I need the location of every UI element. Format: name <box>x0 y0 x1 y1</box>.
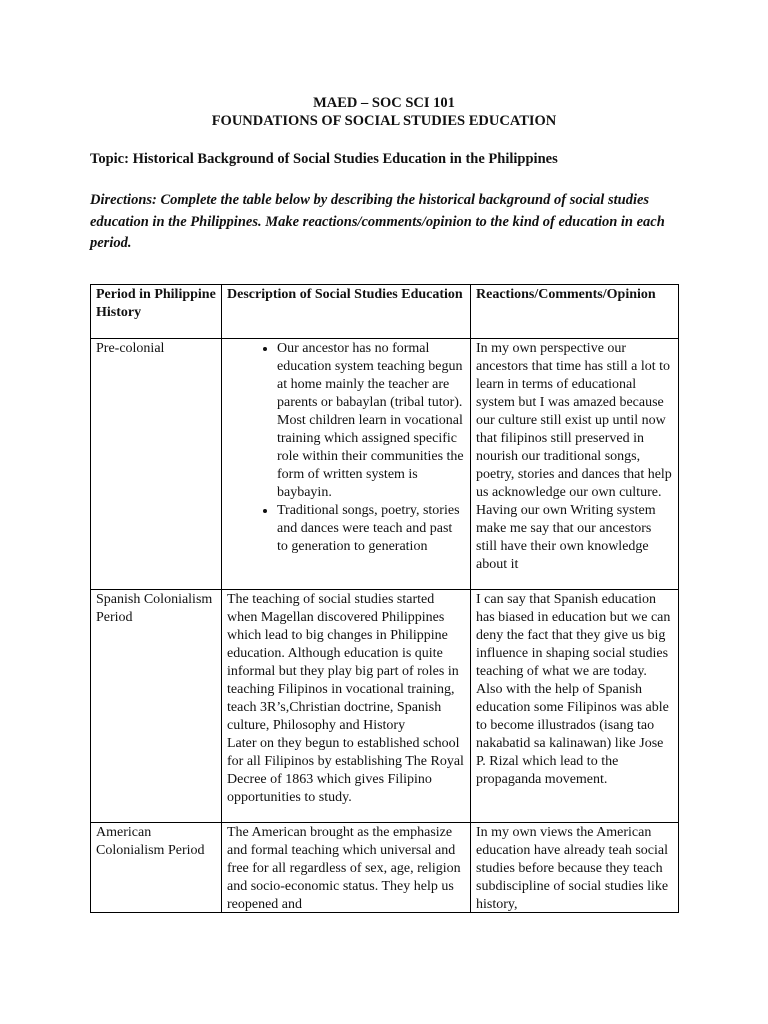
description-text: The American brought as the emphasize and formal teaching which universal and free for all regardless of sex, age, religion and socio-economic status. They help us reopened and <box>227 825 461 912</box>
course-code: MAED – SOC SCI 101 <box>313 95 455 111</box>
header-period: Period in Philippine History <box>91 285 222 339</box>
description-paragraph: Later on they begun to established school for all Filipinos by establishing The Royal Decree of 1863 which gives Filipino opportunities to study. <box>227 736 464 805</box>
description-paragraph: The teaching of social studies started when Magellan discovered Philippines which lead to big changes in Philippine education. Although education is quite informal but they play big part of roles in teaching Filipinos in vocational training, teach 3R’s,Christian doctrine, Spanish culture, Philosophy and History <box>227 592 459 733</box>
reaction-cell <box>471 590 679 823</box>
table-row <box>91 823 679 913</box>
description-bullet-list <box>227 340 465 556</box>
description-cell <box>222 590 471 823</box>
reaction-text: I can say that Spanish education has biased in education but we can deny the fact that they give us big influence in shaping social studies teaching of what we are today. Also with the help of Spanish education some Filipinos was able to become illustrados (isang tao nakabatid sa kalinawan) like Jose P. Rizal which lead to the propaganda movement. <box>476 592 671 787</box>
reaction-cell <box>471 339 679 590</box>
table-row <box>91 590 679 823</box>
period-cell: Pre-colonial <box>91 339 222 590</box>
header-reactions: Reactions/Comments/Opinion <box>471 285 679 339</box>
period-cell: American Colonialism Period <box>91 823 222 913</box>
period-cell: Spanish Colonialism Period <box>91 590 222 823</box>
topic-line: Topic: Historical Background of Social Studies Education in the Philippines <box>90 151 558 167</box>
reaction-cell <box>471 823 679 913</box>
description-cell <box>222 823 471 913</box>
table-row <box>91 339 679 590</box>
list-item: • Our ancestor has no formal education system teaching begun at home mainly the teacher are parents or babaylan (tribal tutor). Most children learn in vocational training which assigned specific role within their communities the form of written system is baybayin. <box>277 340 465 502</box>
header-description: Description of Social Studies Education <box>222 285 471 339</box>
reaction-text: In my own perspective our ancestors that time has still a lot to learn in terms of educational system but I was amazed because our culture still exist up until now that filipinos still preserved in nourish our traditional songs, poetry, stories and dances that help us acknowledge our own culture. Having our own Writing system make me say that our ancestors still have their own knowledge about it <box>476 341 672 572</box>
directions-text: Directions: Complete the table below by describing the historical background of social studies education in the Philippines. Make reactions/comments/opinion to the kind of education in each period. <box>90 192 665 251</box>
history-table <box>90 284 679 913</box>
course-title: FOUNDATIONS OF SOCIAL STUDIES EDUCATION <box>211 113 557 129</box>
description-cell <box>222 339 471 590</box>
table-header-row <box>91 285 679 339</box>
list-item: • Traditional songs, poetry, stories and dances were teach and past to generation to generation <box>277 502 465 556</box>
reaction-text: In my own views the American education have already teah social studies before because they teach subdiscipline of social studies like history, <box>476 825 669 912</box>
